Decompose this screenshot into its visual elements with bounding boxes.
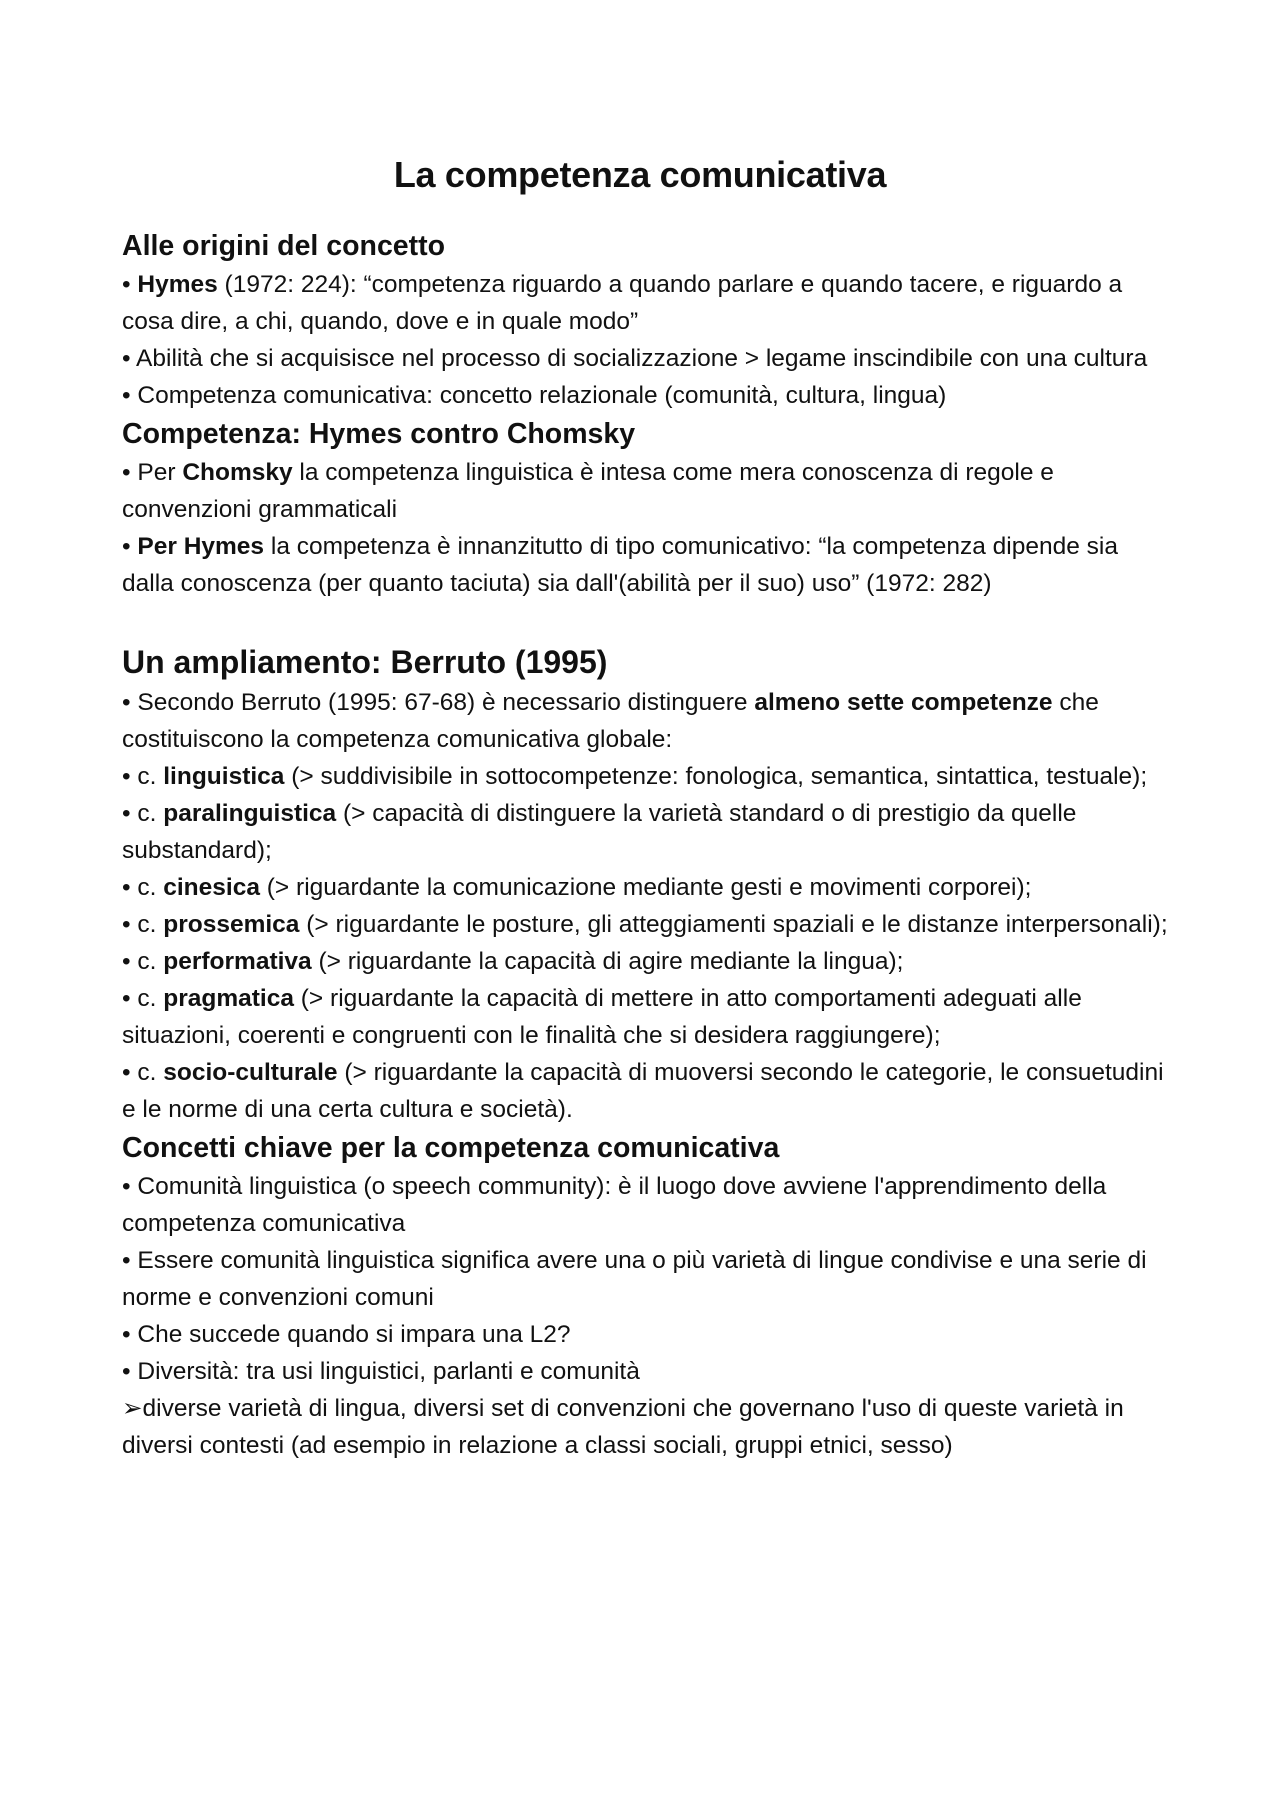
bullet-prossemica: • c. prossemica (> riguardante le posture, gli atteggiamenti spaziali e le distanze interpersonali); xyxy=(122,911,1168,938)
bullet-performativa: • c. performativa (> riguardante la capacità di agire mediante la lingua); xyxy=(122,948,904,975)
bullet-diversita: • Diversità: tra usi linguistici, parlanti e comunità xyxy=(122,1358,640,1385)
bullet-per-hymes: • Per Hymes la competenza è innanzitutto di tipo comunicativo: “la competenza dipende sia dalla conoscenza (per quanto taciuta) sia dall'(abilità per il suo) uso” (1972: 282) xyxy=(122,533,1118,597)
document-body xyxy=(122,226,1172,1464)
bullet-linguistica: • c. linguistica (> suddivisibile in sottocompetenze: fonologica, semantica, sintattica, testuale); xyxy=(122,763,1148,790)
section-heading-hymes-chomsky: Competenza: Hymes contro Chomsky xyxy=(122,418,636,450)
bullet-pragmatica: • c. pragmatica (> riguardante la capacità di mettere in atto comportamenti adeguati alle situazioni, coerenti e congruenti con le finalità che si desidera raggiungere); xyxy=(122,985,1082,1049)
bullet-essere-comunita: • Essere comunità linguistica significa avere una o più varietà di lingue condivise e una serie di norme e convenzioni comuni xyxy=(122,1247,1147,1311)
bullet-chomsky: • Per Chomsky la competenza linguistica è intesa come mera conoscenza di regole e convenzioni grammaticali xyxy=(122,459,1054,523)
bullet-socializzazione: • Abilità che si acquisisce nel processo di socializzazione > legame inscindibile con una cultura xyxy=(122,345,1148,372)
bullet-speech-community: • Comunità linguistica (o speech community): è il luogo dove avviene l'apprendimento della competenza comunicativa xyxy=(122,1173,1107,1237)
bullet-socio-culturale: • c. socio-culturale (> riguardante la capacità di muoversi secondo le categorie, le consuetudini e le norme di una certa cultura e società). xyxy=(122,1059,1164,1123)
bullet-paralinguistica: • c. paralinguistica (> capacità di distinguere la varietà standard o di prestigio da quelle substandard); xyxy=(122,800,1077,864)
arrow-item-varieta: ➢diverse varietà di lingua, diversi set di convenzioni che governano l'uso di queste varietà in diversi contesti (ad esempio in relazione a classi sociali, gruppi etnici, sesso) xyxy=(122,1395,1124,1459)
section-heading-berruto: Un ampliamento: Berruto (1995) xyxy=(122,644,608,680)
bullet-l2: • Che succede quando si impara una L2? xyxy=(122,1321,571,1348)
section-heading-concetti-chiave: Concetti chiave per la competenza comunicativa xyxy=(122,1132,780,1164)
bullet-hymes-1972: • Hymes (1972: 224): “competenza riguardo a quando parlare e quando tacere, e riguardo a cosa dire, a chi, quando, dove e in quale modo” xyxy=(122,271,1123,335)
page-title: La competenza comunicativa xyxy=(393,154,887,195)
bullet-sette-competenze: • Secondo Berruto (1995: 67-68) è necessario distinguere almeno sette competenze che costituiscono la competenza comunicativa globale: xyxy=(122,689,1099,753)
bullet-relazionale: • Competenza comunicativa: concetto relazionale (comunità, cultura, lingua) xyxy=(122,382,947,409)
bullet-cinesica: • c. cinesica (> riguardante la comunicazione mediante gesti e movimenti corporei); xyxy=(122,874,1032,901)
section-heading-origins: Alle origini del concetto xyxy=(122,230,446,262)
